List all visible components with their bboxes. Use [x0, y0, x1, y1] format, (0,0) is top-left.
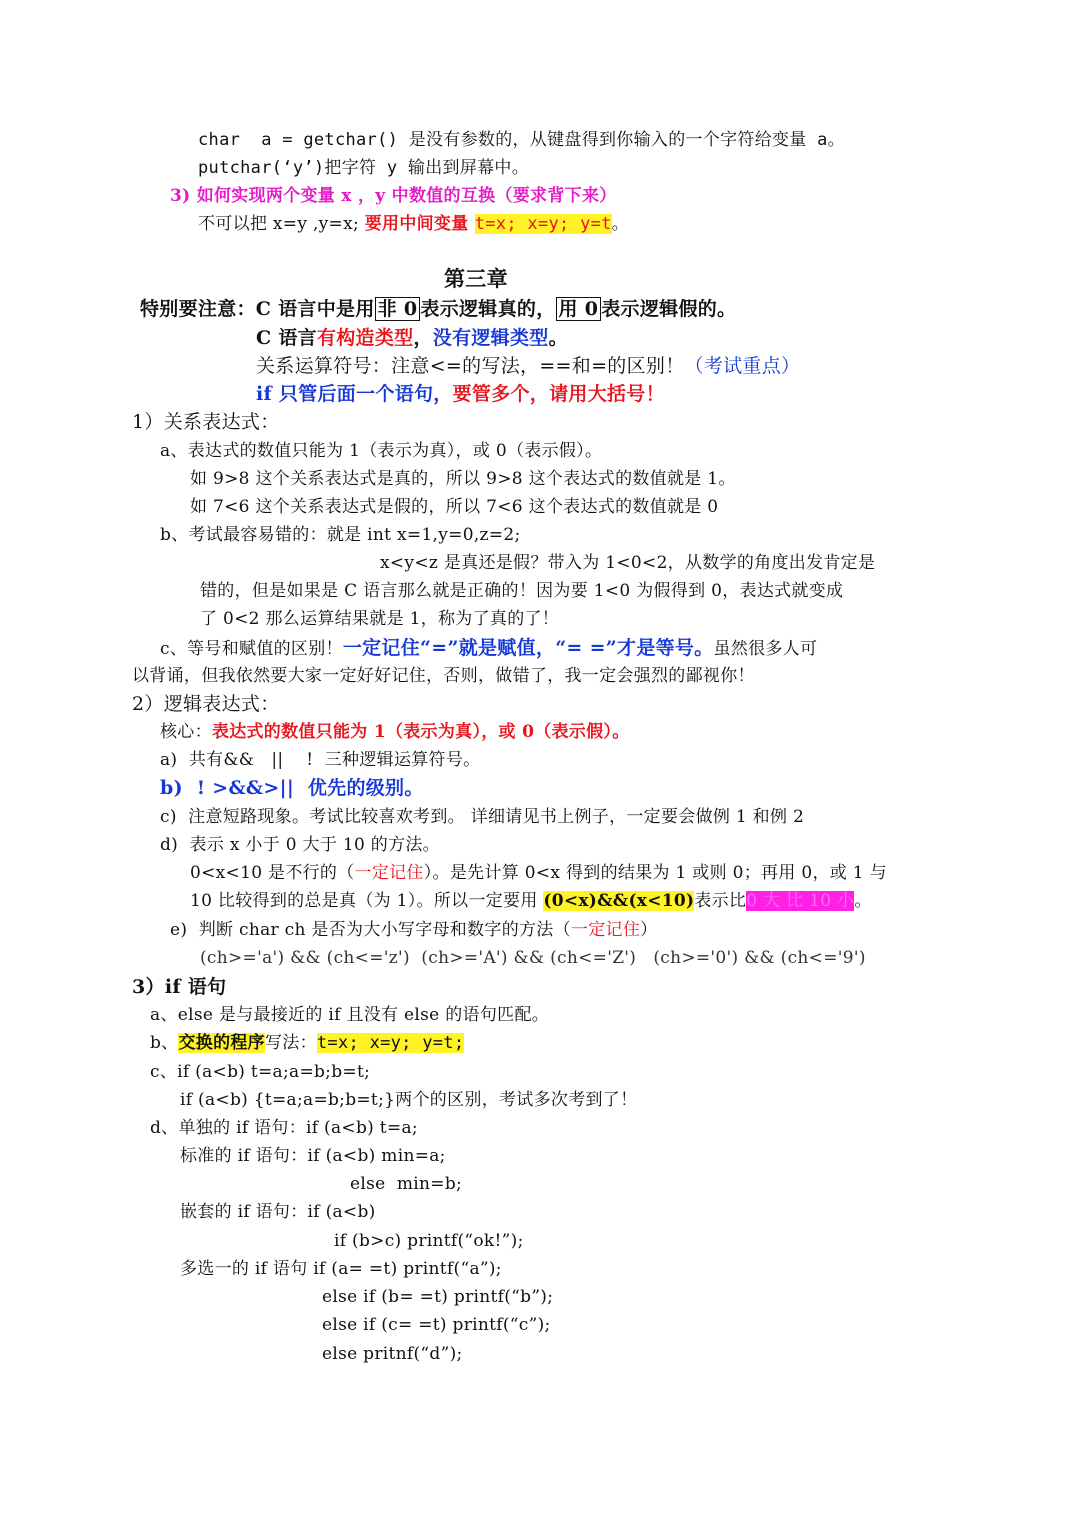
s2-a: a) 共有&& || ! 三种逻辑运算符号。: [160, 750, 481, 770]
s2-d2-a: 10 比较得到的总是真（为 1）。所以一定要用: [190, 891, 544, 911]
swap-note: [198, 212, 629, 236]
s2-d2-magenta-highlight: 0 大 比 10 小: [746, 891, 855, 911]
s3-d4: 嵌套的 if 语句：if (a<b): [180, 1202, 376, 1222]
s3-d9: else pritnf(“d”);: [322, 1344, 463, 1364]
s2-d: d) 表示 x 小于 0 大于 10 的方法。: [160, 835, 440, 855]
s3-d1: d、单独的 if 语句：if (a<b) t=a;: [150, 1118, 418, 1138]
swap-heading: 3) 如何实现两个变量 x ，y 中数值的互换（要求背下来）: [170, 186, 617, 206]
s1-b3: 错的，但是如果是 C 语言那么就是正确的！因为要 1<0 为假得到 0，表达式就变成: [200, 581, 844, 601]
type-note-construct: 有构造类型: [316, 327, 414, 349]
type-note-comma: ，: [413, 327, 433, 349]
chapter-title: 第三章: [444, 266, 508, 291]
s1-b1: b、考试最容易错的：就是 int x=1,y=0,z=2;: [160, 525, 521, 545]
s2-e1: [170, 918, 657, 942]
s2-d2: [190, 889, 872, 913]
s2-e1-a: e) 判断 char ch 是否为大小写字母和数字的方法（: [170, 920, 571, 940]
s3-d6: 多选一的 if 语句 if (a= =t) printf(“a”);: [180, 1259, 502, 1279]
s3-b-pre: b、: [150, 1033, 179, 1053]
s1-a2: 如 9>8 这个关系表达式是真的，所以 9>8 这个表达式的数值就是 1。: [190, 469, 736, 489]
s2-c: c) 注意短路现象。考试比较喜欢考到。 详细请见书上例子，一定要会做例 1 和例 2: [160, 807, 805, 827]
section3-heading: 3）if 语句: [132, 976, 227, 998]
s3-d8: else if (c= =t) printf(“c”);: [322, 1315, 551, 1335]
s2-e2: (ch>='a') && (ch<='z') (ch>='A') && (ch<='Z') (ch>='0') && (ch<='9'): [200, 948, 866, 968]
s3-b-highlight2: t=x; x=y; y=t;: [316, 1033, 465, 1053]
relop-note-a: 关系运算符号：注意<=的写法，==和=的区别！: [256, 355, 685, 377]
s1-a1: a、表达式的数值只能为 1（表示为真），或 0（表示假）。: [160, 441, 603, 461]
s3-d7: else if (b= =t) printf(“b”);: [322, 1287, 554, 1307]
swap-note-end: 。: [611, 214, 630, 234]
s1-c1-blue: 一定记住“=”就是赋值，“= =”才是等号。: [342, 637, 714, 659]
boxed-nonzero: 非 0: [375, 297, 421, 321]
s2-d2-code-highlight: (0<x)&&(x<10): [543, 891, 695, 911]
s2-d1-c: ）。是先计算 0<x 得到的结果为 1 或则 0；再用 0，或 1 与: [423, 863, 887, 883]
section1-heading: 1）关系表达式：: [132, 411, 280, 433]
s3-a: a、else 是与最接近的 if 且没有 else 的语句匹配。: [150, 1005, 550, 1025]
s2-d1-a: 0<x<10 是不行的（: [190, 863, 355, 883]
putchar-line: putchar(‘y’)把字符 y 输出到屏幕中。: [198, 158, 530, 178]
section2-heading: 2）逻辑表达式：: [132, 693, 280, 715]
swap-note-red: 要用中间变量: [364, 214, 475, 234]
s1-c1-c: 虽然很多人可: [713, 639, 818, 659]
s2-core-red: 表达式的数值只能为 1（表示为真），或 0（表示假）。: [211, 722, 630, 742]
s1-b2: x<y<z 是真还是假？带入为 1<0<2，从数学的角度出发肯定是: [380, 553, 876, 573]
chapter-note-c: 表示逻辑假的。: [601, 298, 737, 320]
s3-d2: 标准的 if 语句：if (a<b) min=a;: [180, 1146, 446, 1166]
s3-c1: c、if (a<b) t=a;a=b;b=t;: [150, 1062, 371, 1082]
s1-b4: 了 0<2 那么运算结果就是 1，称为了真的了！: [200, 609, 560, 629]
type-note-end: 。: [548, 327, 568, 349]
s2-d2-e: 。: [854, 891, 872, 911]
if-note-b: 要管多个，请用大括号！: [452, 383, 665, 405]
s3-b-mid: 写法：: [264, 1033, 317, 1053]
s1-c1: [160, 636, 817, 661]
getchar-line: char a = getchar() 是没有参数的，从键盘得到你输入的一个字符给变量 a。: [198, 130, 845, 150]
chapter-note: [140, 297, 736, 321]
s2-b: b) ! >&&>|| 优先的级别。: [160, 777, 424, 799]
s3-d3: else min=b;: [350, 1174, 463, 1194]
s1-c2: 以背诵，但我依然要大家一定好好记住，否则，做错了，我一定会强烈的鄙视你！: [132, 666, 755, 686]
s2-d1-red: 一定记住: [354, 863, 424, 883]
boxed-zero: 用 0: [556, 297, 602, 321]
s3-d5: if (b>c) printf(“ok!”);: [334, 1231, 524, 1251]
s3-c2: if (a<b) {t=a;a=b;b=t;}两个的区别，考试多次考到了！: [180, 1090, 638, 1110]
relop-note-exam: （考试重点）: [684, 355, 801, 377]
type-note-nologic: 没有逻辑类型: [432, 327, 549, 349]
if-note-a: if 只管后面一个语句，: [256, 383, 453, 405]
type-note-a: C 语言: [256, 327, 317, 349]
s1-c1-a: c、等号和赋值的区别！: [160, 639, 343, 659]
swap-note-text: 不可以把 x=y ,y=x;: [198, 214, 365, 234]
s2-d1: [190, 861, 887, 885]
s3-b-highlight1: 交换的程序: [178, 1033, 265, 1053]
s3-b: [150, 1031, 464, 1055]
s2-e1-red: 一定记住: [570, 920, 641, 940]
swap-code-highlight: t=x; x=y; y=t: [474, 214, 612, 234]
if-note: [256, 382, 665, 406]
relop-note: [256, 354, 800, 378]
chapter-note-a: 特别要注意：C 语言中是用: [140, 298, 375, 320]
s2-core-label: 核心：: [160, 722, 212, 742]
s2-d2-c: 表示比: [694, 891, 747, 911]
s2-e1-c: ）: [640, 920, 658, 940]
s2-core: [160, 720, 630, 744]
type-note: [256, 326, 568, 350]
s1-a3: 如 7<6 这个关系表达式是假的，所以 7<6 这个表达式的数值就是 0: [190, 497, 719, 517]
chapter-note-b: 表示逻辑真的，: [420, 298, 556, 320]
